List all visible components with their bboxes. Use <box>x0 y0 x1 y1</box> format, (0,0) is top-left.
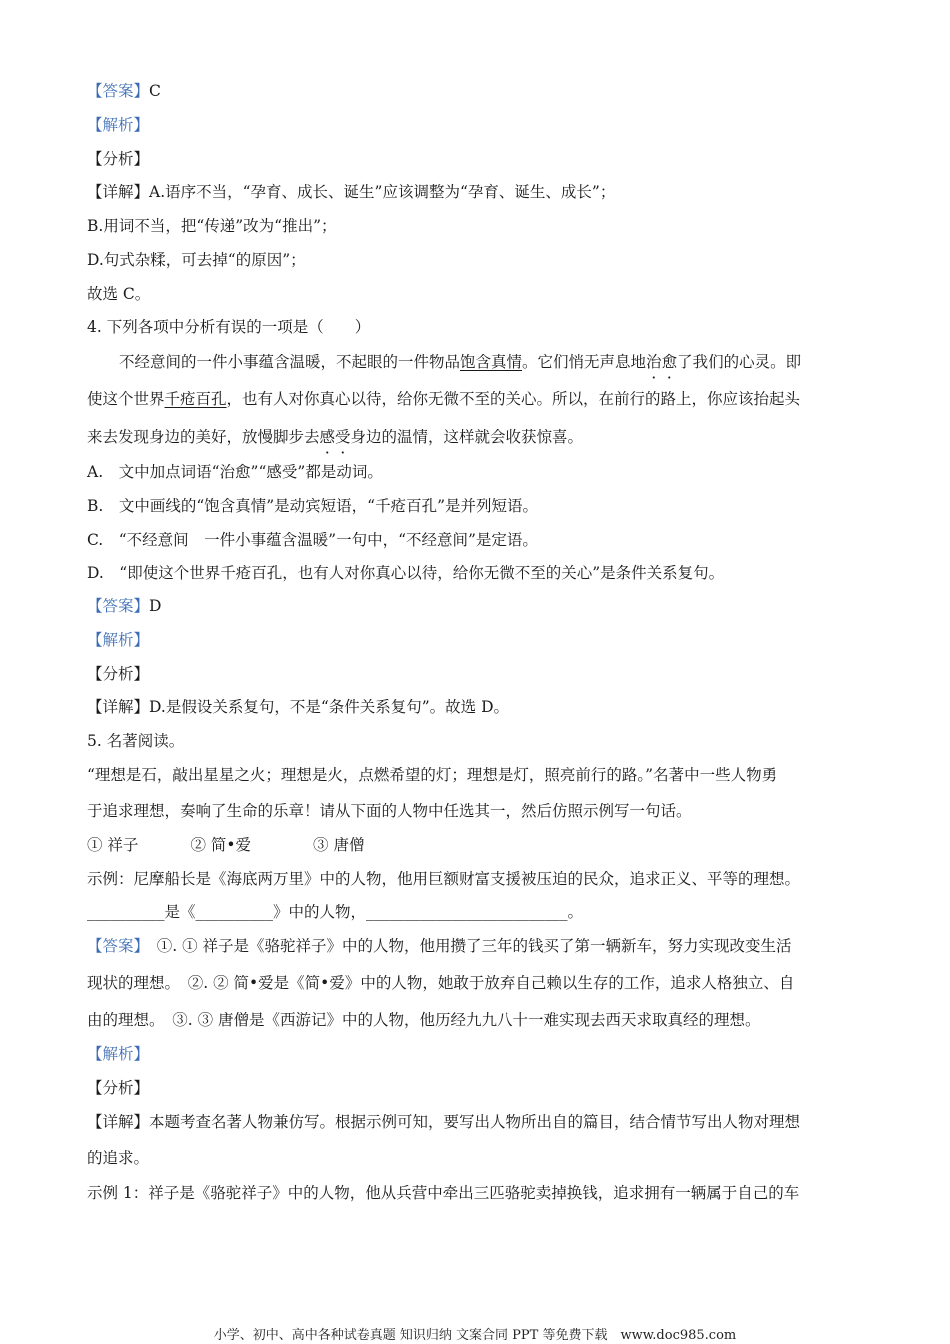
q5-fenxi-tag: 【分析】 <box>87 1079 150 1097</box>
q4-passage-line-1 <box>119 352 801 372</box>
q5-xiangjie-line-1 <box>87 1112 800 1132</box>
underlined-phrase: 千疮百孔 <box>164 390 227 408</box>
q5-title: 5. 名著阅读。 <box>87 732 185 750</box>
xiangjie-tag: 【详解】 <box>87 1113 150 1131</box>
q3-line-d: D.句式杂糅，可去掉“的原因”； <box>87 251 306 269</box>
q4-fenxi-tag: 【分析】 <box>87 665 150 683</box>
q4-jiexi-tag: 【解析】 <box>87 631 150 649</box>
passage-text: 不经意间的一件小事蕴含温暖，不起眼的一件物品 <box>119 353 461 371</box>
page-footer: 小学、初中、高中各种试卷真题 知识归纳 文案合同 PPT 等免费下载 www.doc985.com <box>213 1328 737 1343</box>
choice-3: ③ 唐僧 <box>313 836 365 854</box>
xiangjie-text: D.是假设关系复句，不是“条件关系复句”。故选 D。 <box>149 698 510 716</box>
q5-xiangjie-line-2: 的追求。 <box>87 1149 150 1167</box>
passage-text: 了我们的心灵。即 <box>677 353 802 371</box>
dotted-char: 愈 <box>661 353 678 371</box>
q5-blank-line: __________是《__________》中的人物，__________________________。 <box>87 903 584 921</box>
q3-answer-line <box>87 81 161 101</box>
q5-choices <box>87 835 364 855</box>
q4-option-d: D. “即使这个世界千疮百孔，也有人对你真心以待，给你无微不至的关心”是条件关系复句。 <box>87 564 725 582</box>
q5-answer-line-3: 由的理想。 ③. ③ 唐僧是《西游记》中的人物，他历经九九八十一难实现去西天求取真经的理想。 <box>87 1011 761 1029</box>
answer-value: D <box>149 597 162 615</box>
q5-answer-line-2: 现状的理想。 ②. ② 简•爱是《简•爱》中的人物，她敢于放弃自己赖以生存的工作，追求人格独立、自 <box>87 974 795 992</box>
answer-tag: 【答案】 <box>87 937 142 955</box>
dotted-char: 感 <box>319 428 336 446</box>
xiangjie-text: 本题考查名著人物兼仿写。根据示例可知，要写出人物所出自的篇目，结合情节写出人物对理想 <box>149 1113 801 1131</box>
q4-option-c: C. “不经意间 一件小事蕴含温暖”一句中，“不经意间”是定语。 <box>87 531 538 549</box>
q5-example-1: 示例 1：祥子是《骆驼祥子》中的人物，他从兵营中牵出三匹骆驼卖掉换钱，追求拥有一辆属于自己的车 <box>87 1184 800 1202</box>
q3-jiexi-tag: 【解析】 <box>87 116 150 134</box>
xiangjie-text: A.语序不当，“孕育、成长、诞生”应该调整为“孕育、诞生、成长”； <box>149 183 616 201</box>
xiangjie-tag: 【详解】 <box>87 698 150 716</box>
answer-tag: 【答案】 <box>87 597 150 615</box>
xiangjie-tag: 【详解】 <box>87 183 150 201</box>
choice-2: ② 简•爱 <box>190 836 252 854</box>
dotted-char: 治 <box>646 353 662 371</box>
passage-text: ，也有人对你真心以待，给你无微不至的关心。所以，在前行的路上，你应该抬起头 <box>226 390 801 408</box>
q5-example: 示例：尼摩船长是《海底两万里》中的人物，他用巨额财富支援被压迫的民众，追求正义、平等的理想。 <box>87 870 801 888</box>
q4-option-b: B. 文中画线的“饱含真情”是动宾短语，“千疮百孔”是并列短语。 <box>87 497 539 515</box>
q5-jiexi-tag: 【解析】 <box>87 1045 150 1063</box>
q4-passage-line-2 <box>87 389 800 409</box>
q5-answer-line-1 <box>87 936 792 956</box>
q4-xiangjie-line <box>87 697 509 717</box>
q4-answer-line <box>87 596 161 616</box>
q4-option-a: A. 文中加点词语“治愈”“感受”都是动词。 <box>87 463 383 481</box>
q4-question: 4. 下列各项中分析有误的一项是（ ） <box>87 318 371 336</box>
dotted-char: 受 <box>335 428 351 446</box>
passage-text: 。它们悄无声息地 <box>522 353 647 371</box>
answer-text: ①. ① 祥子是《骆驼祥子》中的人物，他用攒了三年的钱买了第一辆新车，努力实现改变生活 <box>141 937 792 955</box>
answer-tag: 【答案】 <box>87 82 150 100</box>
underlined-phrase: 饱含真情 <box>460 353 523 371</box>
q5-prompt-line-2: 于追求理想，奏响了生命的乐章！请从下面的人物中任选其一，然后仿照示例写一句话。 <box>87 802 692 820</box>
q3-conclusion: 故选 C。 <box>87 285 151 303</box>
q3-xiangjie-line <box>87 182 615 202</box>
q4-passage-line-3 <box>87 427 583 447</box>
q3-fenxi-tag: 【分析】 <box>87 150 150 168</box>
answer-value: C <box>149 82 161 100</box>
passage-text: 使这个世界 <box>87 390 165 408</box>
q3-line-b: B.用词不当，把“传递”改为“推出”； <box>87 217 337 235</box>
q5-prompt-line-1: “理想是石，敲出星星之火；理想是火，点燃希望的灯；理想是灯，照亮前行的路。”名著中一些人物勇 <box>87 766 778 784</box>
passage-text: 身边的温情，这样就会收获惊喜。 <box>350 428 584 446</box>
choice-1: ① 祥子 <box>87 836 139 854</box>
passage-text: 来去发现身边的美好，放慢脚步去 <box>87 428 320 446</box>
